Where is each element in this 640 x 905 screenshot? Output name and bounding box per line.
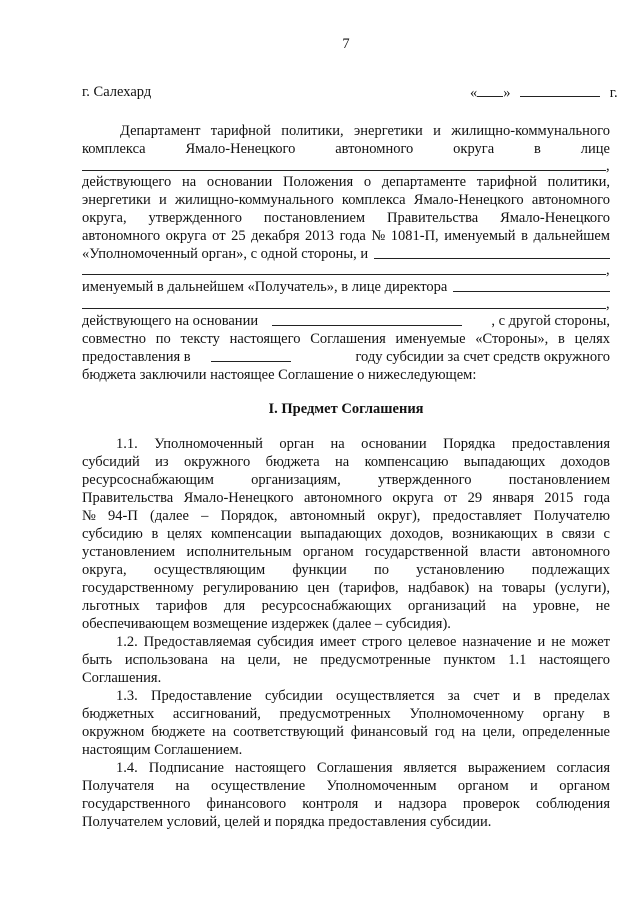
blank-basis[interactable] bbox=[272, 313, 462, 326]
blank-year[interactable] bbox=[211, 349, 291, 362]
para-1-2-line-2: быть использована на цели, не предусмотренные пунктом 1.1 настоящего bbox=[82, 652, 610, 668]
date-field[interactable]: « » г. bbox=[470, 85, 618, 101]
intro-line-2: комплекса Ямало-Ненецкого автономного округа в лице bbox=[82, 141, 610, 157]
para-1-1-line-7: установлением исполнительным органом государственной власти автономного bbox=[82, 544, 610, 560]
blank-line-organization[interactable] bbox=[82, 170, 606, 171]
intro-line-10: совместно по тексту настоящего Соглашения именуемые «Стороны», в целях bbox=[82, 331, 610, 347]
intro-line-5: округа, утвержденного постановлением Правительства Ямало-Ненецкого bbox=[82, 210, 610, 226]
para-1-4-line-4: Получателем условий, целей и порядка предоставления субсидии. bbox=[82, 814, 492, 830]
section-heading: I. Предмет Соглашения bbox=[268, 401, 424, 417]
para-1-1-line-2: субсидий из окружного бюджета на компенсацию выпадающих доходов bbox=[82, 454, 610, 470]
page-number: 7 bbox=[342, 36, 350, 52]
para-1-1-line-9: государственному регулированию цен (тарифов, надбавок) на товары (услуги), bbox=[82, 580, 610, 596]
para-1-1-line-3: ресурсоснабжающим организациям, утвержденного постановлением bbox=[82, 472, 610, 488]
intro-line-1: Департамент тарифной политики, энергетики и жилищно-коммунального bbox=[120, 123, 610, 139]
city: г. Салехард bbox=[82, 84, 152, 100]
para-1-3-line-2: бюджетных ассигнований, предусмотренных Уполномоченному органу в bbox=[82, 706, 610, 722]
intro-line-6: автономного округа от 25 декабря 2013 года № 1081-П, именуемый в дальнейшем bbox=[82, 228, 610, 244]
day-blank[interactable] bbox=[477, 84, 503, 97]
para-1-1-line-10: льготных тарифов для ресурсоснабжающих организаций на уровне, не bbox=[82, 598, 610, 614]
para-1-2-line-3: Соглашения. bbox=[82, 670, 162, 686]
intro-line-11: предоставления в году субсидии за счет средств окружного bbox=[82, 349, 610, 365]
para-1-1-line-4: Правительства Ямало-Ненецкого автономного округа от 29 января 2015 года bbox=[82, 490, 610, 506]
para-1-4-line-3: государственного финансового контроля и надзора проверок соблюдения bbox=[82, 796, 610, 812]
intro-line-4: энергетики и жилищно-коммунального комплекса Ямало-Ненецкого автономного bbox=[82, 192, 610, 208]
para-1-1-line-1: 1.1. Уполномоченный орган на основании Порядка предоставления bbox=[116, 436, 610, 452]
intro-line-3: действующего на основании Положения о департаменте тарифной политики, bbox=[82, 174, 610, 190]
blank-line-recipient[interactable] bbox=[82, 274, 606, 275]
blank-line-director[interactable] bbox=[82, 308, 606, 309]
para-1-1-line-11: обеспечивающем возмещение издержек (далее – субсидия). bbox=[82, 616, 451, 632]
para-1-4-line-2: Получателя на осуществление Уполномоченным органом и органом bbox=[82, 778, 610, 794]
para-1-3-line-3: окружном бюджете на соответствующий финансовый год на цели, определенные bbox=[82, 724, 610, 740]
para-1-2-line-1: 1.2. Предоставляемая субсидия имеет строго целевое назначение и не может bbox=[116, 634, 610, 650]
document-page: 7 г. Салехард « » г. Департамент тарифной политики, энергетики и жилищно-коммунального комплекса Ямало-Ненецкого автономного округа в лице , действующего на основании Положения о департаменте тарифной политики, энергетики и жилищно-коммунального комплекса Ямало-Ненецкого автономного округа, утвержденного постановлением Правительства Ямало-Ненецкого автономного округа от 25 декабря 2013 года № 1081-П, именуемый в дальнейшем «Уполномоченный орган», с одной стороны, и , именуемый в дальнейшем «Получатель», в лице директора , действующего на основании , с другой стороны, совместно по тексту настоящего Соглашения именуемые «Стороны», в целях предоставления в году субсидии за счет средств окружного бюджета заключили настоящее Соглашение о нижеследующем: I. Предмет Соглашения 1.1. Уполномоченный орган на основании Порядка предоставления субсидий из окружного бюджета на компенсацию выпадающих доходов ресурсоснабжающим организациям, утвержденного постановлением Правительства Ямало-Ненецкого автономного округа от 29 января 2015 года № 94-П (далее – Порядок, автономный округ), предоставляет Получателю субсидию в целях компенсации выпадающих доходов, возникающих в связи с установлением исполнительным органом государственной власти автономного округа, осуществляющим функции по установлению подлежащих государственному регулированию цен (тарифов, надбавок) на товары (услуги), льготных тарифов для ресурсоснабжающих организаций на уровне, не обеспечивающем возмещение издержек (далее – субсидия). 1.2. Предоставляемая субсидия имеет строго целевое назначение и не может быть использована на цели, не предусмотренные пунктом 1.1 настоящего Соглашения. 1.3. Предоставление субсидии осуществляется за счет и в пределах бюджетных ассигнований, предусмотренных Уполномоченному органу в окружном бюджете на соответствующий финансовый год на цели, определенные настоящим Соглашением. 1.4. Подписание настоящего Соглашения является выражением согласия Получателя на осуществление Уполномоченным органом и органом государственного финансового контроля и надзора проверок соблюдения Получателем условий, целей и порядка предоставления субсидии. bbox=[82, 36, 618, 830]
year-suffix: г. bbox=[609, 85, 618, 101]
month-blank[interactable] bbox=[520, 84, 600, 97]
intro-line-9: действующего на основании , с другой стороны, bbox=[82, 313, 610, 329]
intro-line-8: именуемый в дальнейшем «Получатель», в лице директора bbox=[82, 279, 610, 296]
para-1-4-line-1: 1.4. Подписание настоящего Соглашения является выражением согласия bbox=[116, 760, 610, 776]
blank-director[interactable] bbox=[453, 279, 610, 292]
intro-line-7: «Уполномоченный орган», с одной стороны, и bbox=[82, 246, 610, 263]
intro-line-12: бюджета заключили настоящее Соглашение о нижеследующем: bbox=[82, 367, 477, 383]
blank-recipient-name[interactable] bbox=[374, 246, 610, 259]
header-line bbox=[82, 84, 618, 101]
para-1-3-line-4: настоящим Соглашением. bbox=[82, 742, 243, 758]
para-1-1-line-5: № 94-П (далее – Порядок, автономный округ), предоставляет Получателю bbox=[82, 508, 610, 524]
para-1-3-line-1: 1.3. Предоставление субсидии осуществляется за счет и в пределах bbox=[116, 688, 610, 704]
para-1-1-line-8: округа, осуществляющим функции по установлению подлежащих bbox=[82, 562, 610, 578]
para-1-1-line-6: субсидию в целях компенсации выпадающих доходов, возникающих в связи с bbox=[82, 526, 610, 542]
